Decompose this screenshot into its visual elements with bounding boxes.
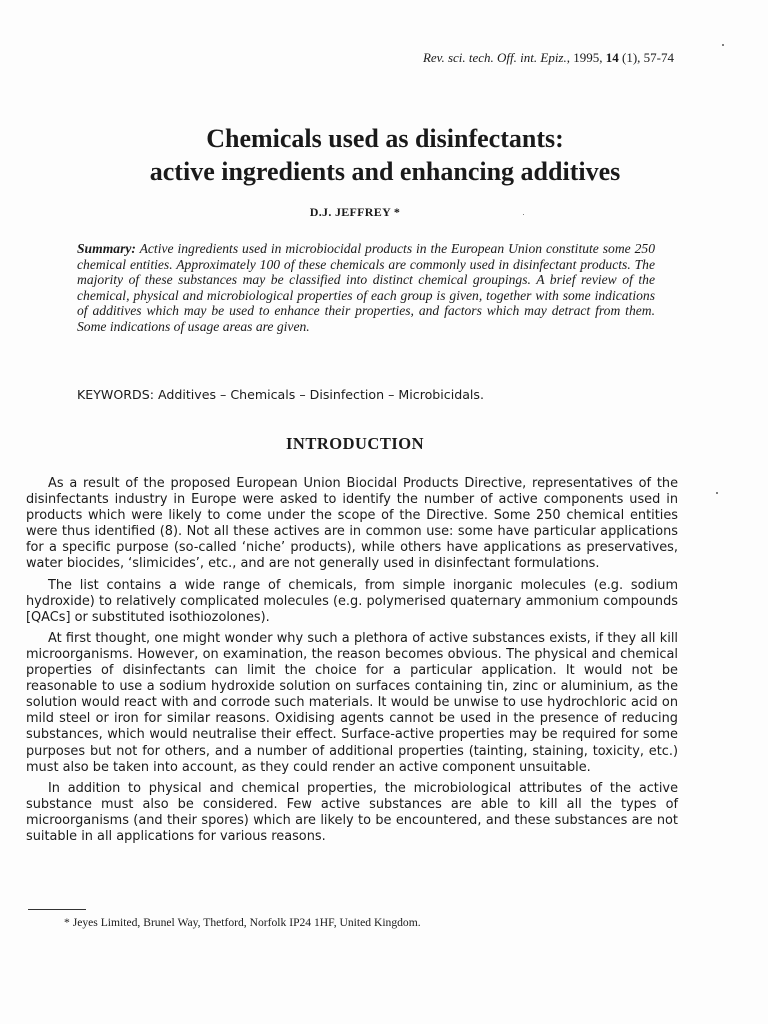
body-paragraph: As a result of the proposed European Union Biocidal Products Directive, representatives of the disinfectants industry in Europe were asked to identify the number of active components used in products which were likely to come under the scope of the Directive. Some 250 chemical entities were thus identified (8). Not all these actives are in common use: some have particular applications for a specific purpose (so-called ‘niche’ products), while others have applications as preservatives, water biocides, ‘slimicides’, etc., and are not generally used in disinfectant formulations. [26,476,678,572]
body-paragraph: At first thought, one might wonder why such a plethora of active substances exists, if they all kill microorganisms. However, on examination, the reason becomes obvious. The physical and chemical properties of disinfectants can limit the choice for a particular application. It would not be reasonable to use a sodium hydroxide solution on surfaces containing tin, zinc or aluminium, as the solution would react with and corrode such materials. It would be unwise to use hydrochloric acid on mild steel or iron for similar reasons. Oxidising agents cannot be used in the presence of reducing substances, which would neutralise their effect. Surface-active properties may be required for some purposes but not for others, and a number of additional properties (tainting, staining, toxicity, etc.) must also be taken into account, as they could render an active component unsuitable. [26,630,678,775]
keywords-line: KEYWORDS: Additives – Chemicals – Disinfection – Microbicidals. [77,387,484,402]
footnote-divider [28,909,86,910]
scan-speck [722,44,724,46]
citation-volume: 14 [605,50,619,65]
citation-year: , 1995, [566,50,606,65]
scan-speck [716,492,718,494]
summary-label: Summary: [77,241,136,256]
article-title [30,122,740,188]
introduction-body [26,476,678,850]
footnote-affiliation: * Jeyes Limited, Brunel Way, Thetford, Norfolk IP24 1HF, United Kingdom. [64,916,421,929]
summary-text: Active ingredients used in microbiocidal products in the European Union constitute some 250 chemical entities. Approximately 100 of these chemicals are commonly used in disinfectant products. The majority of these substances may be classified into distinct chemical groupings. A brief review of the chemical, physical and microbiological properties of each group is given, together with some indications of additives which may be used to enhance their properties, and factors which may detract from them. Some indications of usage areas are given. [77,241,655,334]
citation-journal: Rev. sci. tech. Off. int. Epiz. [422,50,567,65]
citation-issue-pages: (1), 57-74 [618,50,674,65]
section-heading-introduction: INTRODUCTION [285,434,425,453]
body-paragraph: The list contains a wide range of chemicals, from simple inorganic molecules (e.g. sodium hydroxide) to relatively complicated molecules (e.g. polymerised quaternary ammonium compounds [QACs] or substituted isothiozolones). [26,577,678,625]
body-paragraph: In addition to physical and chemical properties, the microbiological attributes of the active substance must also be considered. Few active substances are able to kill all the types of microorganisms (and their spores) which are likely to be encountered, and these substances are not suitable in all applications for various reasons. [26,780,678,844]
summary-abstract [77,241,655,335]
author-name: D.J. JEFFREY * [309,205,401,219]
journal-citation [423,50,674,66]
title-line-2: active ingredients and enhancing additives [149,157,621,186]
title-line-1: Chemicals used as disinfectants: [206,124,564,153]
